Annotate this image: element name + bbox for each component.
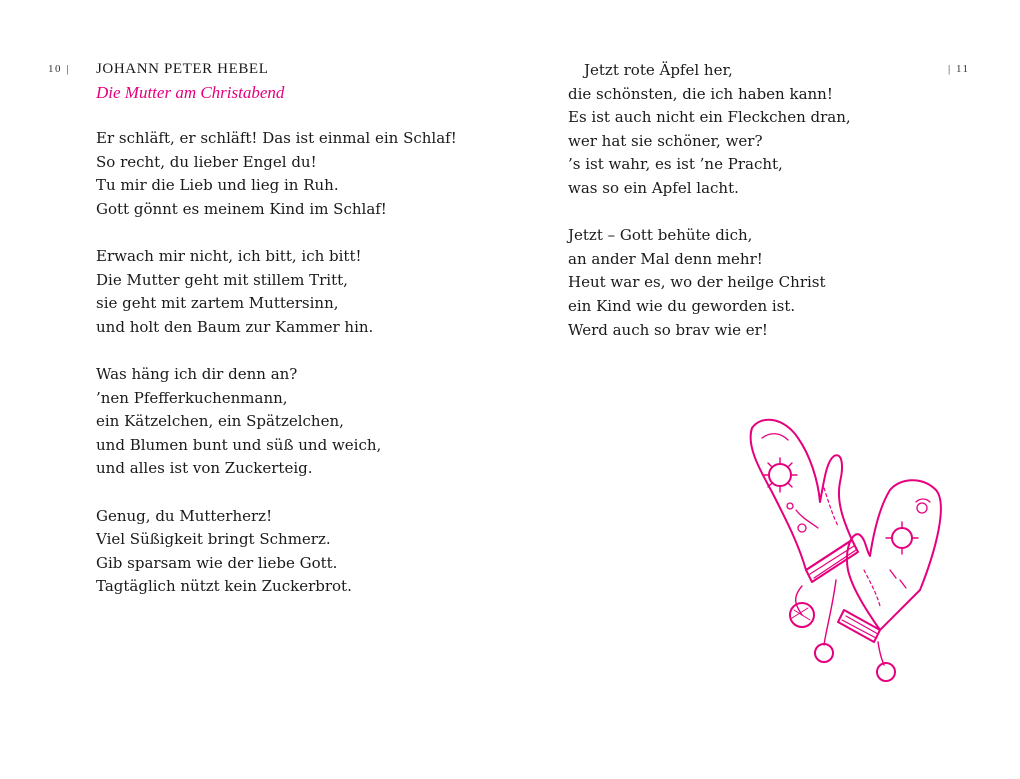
author-name: JOHANN PETER HEBEL bbox=[96, 61, 269, 77]
poem-line: Heut war es, wo der heilge Christ bbox=[568, 273, 826, 292]
stanza bbox=[568, 59, 948, 201]
poem-line: Tagtäglich nützt kein Zuckerbrot. bbox=[96, 577, 352, 596]
poem-line: ein Kind wie du geworden ist. bbox=[568, 296, 796, 315]
poem-line: Gib sparsam wie der liebe Gott. bbox=[96, 553, 338, 572]
stanza bbox=[96, 363, 516, 481]
poem-line: Die Mutter geht mit stillem Tritt, bbox=[96, 270, 348, 289]
page-number-right: | 11 bbox=[948, 63, 970, 75]
poem-line: Genug, du Mutterherz! bbox=[96, 506, 273, 525]
poem-line: an ander Mal denn mehr! bbox=[568, 249, 763, 268]
poem-line: und Blumen bunt und süß und weich, bbox=[96, 435, 382, 454]
page-number-left: 10 | bbox=[48, 63, 70, 75]
poem-line: sie geht mit zartem Muttersinn, bbox=[96, 294, 339, 313]
poem-line: wer hat sie schöner, wer? bbox=[568, 131, 763, 150]
poem-line: Viel Süßigkeit bringt Schmerz. bbox=[96, 530, 331, 549]
poem-left-column bbox=[96, 127, 516, 622]
poem-line: Gott gönnt es meinem Kind im Schlaf! bbox=[96, 199, 387, 218]
stanza bbox=[96, 245, 516, 339]
right-mitten bbox=[838, 480, 941, 681]
poem-line: ’s ist wahr, es ist ’ne Pracht, bbox=[568, 155, 783, 174]
poem-line: Es ist auch nicht ein Fleckchen dran, bbox=[568, 108, 851, 127]
poem-line: Erwach mir nicht, ich bitt, ich bitt! bbox=[96, 246, 362, 265]
left-mitten bbox=[751, 420, 858, 662]
poem-line: und holt den Baum zur Kammer hin. bbox=[96, 317, 374, 336]
poem-line: So recht, du lieber Engel du! bbox=[96, 152, 317, 171]
poem-line: ’nen Pfefferkuchenmann, bbox=[96, 388, 288, 407]
mittens-icon bbox=[740, 410, 950, 685]
poem-right-column bbox=[568, 59, 948, 366]
stanza bbox=[568, 224, 948, 342]
poem-line: ein Kätzelchen, ein Spätzelchen, bbox=[96, 412, 344, 431]
poem-line: Werd auch so brav wie er! bbox=[568, 320, 768, 339]
stanza bbox=[96, 505, 516, 599]
poem-line: und alles ist von Zuckerteig. bbox=[96, 459, 313, 478]
poem-line: die schönsten, die ich haben kann! bbox=[568, 84, 833, 103]
poem-line: Tu mir die Lieb und lieg in Ruh. bbox=[96, 176, 339, 195]
poem-line: Was häng ich dir denn an? bbox=[96, 364, 298, 383]
poem-line: Jetzt rote Äpfel her, bbox=[584, 61, 733, 79]
stanza bbox=[96, 127, 516, 221]
poem-line: was so ein Apfel lacht. bbox=[568, 178, 739, 197]
poem-line: Jetzt – Gott behüte dich, bbox=[568, 226, 753, 245]
poem-line: Er schläft, er schläft! Das ist einmal ein Schlaf! bbox=[96, 129, 457, 147]
poem-title: Die Mutter am Christabend bbox=[96, 83, 285, 102]
